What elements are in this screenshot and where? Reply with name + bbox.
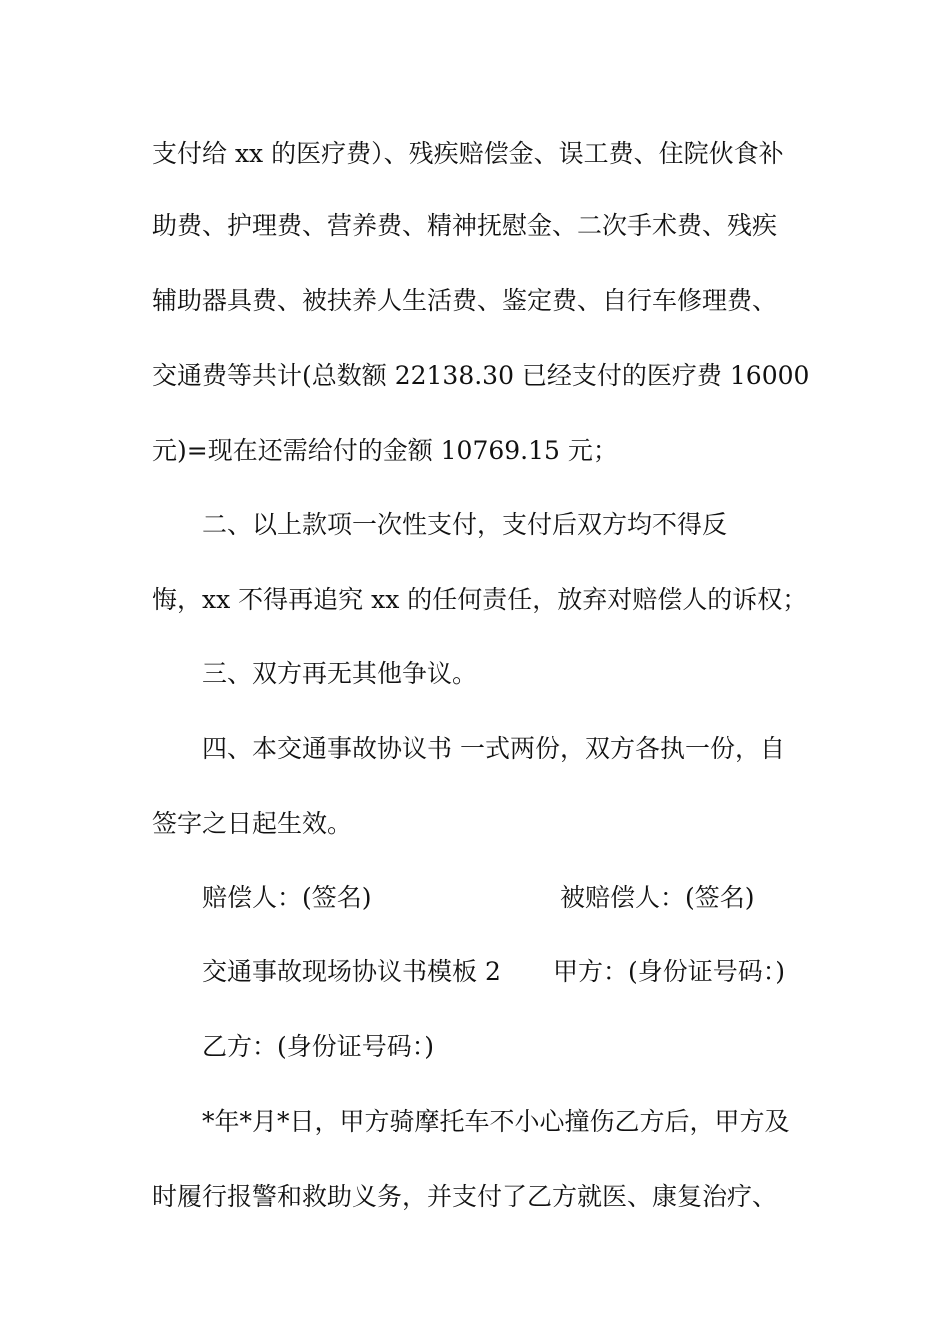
clause-four-line: 签字之日起生效。 <box>152 809 353 838</box>
paragraph-line: 助费、护理费、营养费、精神抚慰金、二次手术费、残疾 <box>152 211 778 240</box>
closing-paragraph-line: *年*月*日，甲方骑摩托车不小心撞伤乙方后，甲方及 <box>202 1107 790 1136</box>
paragraph-line: 元)=现在还需给付的金额 10769.15 元； <box>152 436 618 465</box>
template-title: 交通事故现场协议书模板 2 <box>202 957 501 986</box>
compensator-signature-label: 赔偿人：(签名) <box>202 883 372 912</box>
paragraph-line: 交通费等共计(总数额 22138.30 已经支付的医疗费 16000 <box>152 361 810 390</box>
clause-three-line: 三、双方再无其他争议。 <box>202 659 478 688</box>
clause-two-line: 悔，xx 不得再追究 xx 的任何责任，放弃对赔偿人的诉权； <box>152 585 808 614</box>
compensated-signature-label: 被赔偿人：(签名) <box>560 883 755 912</box>
clause-two-line: 二、以上款项一次性支付，支付后双方均不得反 <box>202 510 728 539</box>
party-a-label: 甲方：(身份证号码：) <box>553 957 786 986</box>
paragraph-line: 支付给 xx 的医疗费）、残疾赔偿金、误工费、住院伙食补 <box>152 139 784 168</box>
clause-four-line: 四、本交通事故协议书 一式两份，双方各执一份，自 <box>202 734 785 763</box>
party-b-label: 乙方：(身份证号码：) <box>202 1032 435 1061</box>
signature-row <box>202 883 902 913</box>
paragraph-line: 辅助器具费、被扶养人生活费、鉴定费、自行车修理费、 <box>152 286 778 315</box>
closing-paragraph-line: 时履行报警和救助义务，并支付了乙方就医、康复治疗、 <box>152 1182 778 1211</box>
